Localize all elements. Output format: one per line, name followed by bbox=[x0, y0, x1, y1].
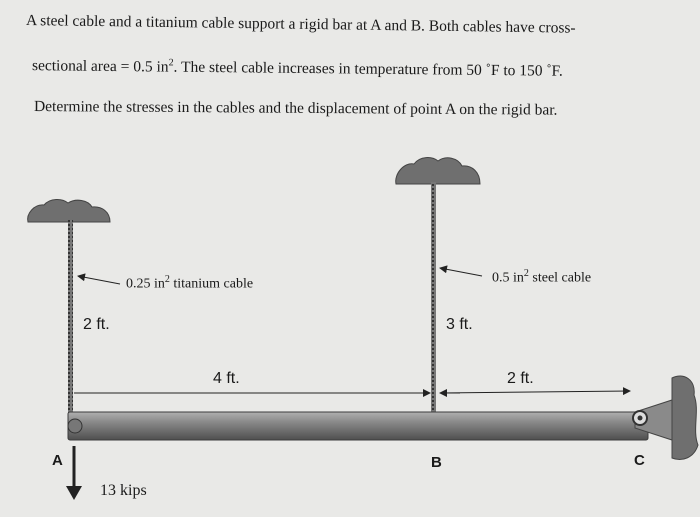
ceiling-support-right bbox=[396, 158, 480, 184]
problem-line-3: Determine the stresses in the cables and the displacement of point A on the rigid bar. bbox=[33, 98, 558, 119]
steel-cable bbox=[431, 182, 436, 414]
steel-callout-arrow bbox=[440, 268, 482, 276]
titanium-cable bbox=[68, 220, 73, 414]
problem-line-2-post: . The steel cable increases in temperature from 50 ˚F to 150 ˚F. bbox=[173, 58, 563, 80]
problem-line-2-pre: sectional area = 0.5 in bbox=[31, 57, 169, 76]
area-exponent: 2 bbox=[168, 57, 174, 69]
titanium-length-label: 2 ft. bbox=[83, 316, 110, 333]
wall-C bbox=[672, 376, 698, 459]
bar-end-A bbox=[68, 419, 82, 433]
problem-line-1: A steel cable and a titanium cable support a rigid bar at A and B. Both cables have cross- bbox=[25, 12, 576, 37]
steel-cable-label: 0.5 $in^2$ steel cable bbox=[492, 268, 592, 286]
load-arrow-head bbox=[66, 486, 82, 500]
ceiling-support-left bbox=[28, 199, 110, 222]
rigid-bar bbox=[68, 412, 648, 440]
steel-length-label: 3 ft. bbox=[446, 316, 473, 333]
load-label: 13 kips bbox=[100, 482, 147, 499]
dim-BC-line bbox=[440, 391, 630, 393]
titanium-cable-label: 0.25 $in^2$ titanium cable bbox=[126, 274, 254, 292]
dim-AB-label: 4 ft. bbox=[213, 370, 240, 387]
dim-BC-label: 2 ft. bbox=[507, 370, 534, 387]
point-A-label: A bbox=[52, 452, 63, 469]
point-C-label: C bbox=[634, 452, 645, 469]
point-B-label: B bbox=[431, 454, 442, 471]
titanium-callout-arrow bbox=[78, 276, 120, 284]
